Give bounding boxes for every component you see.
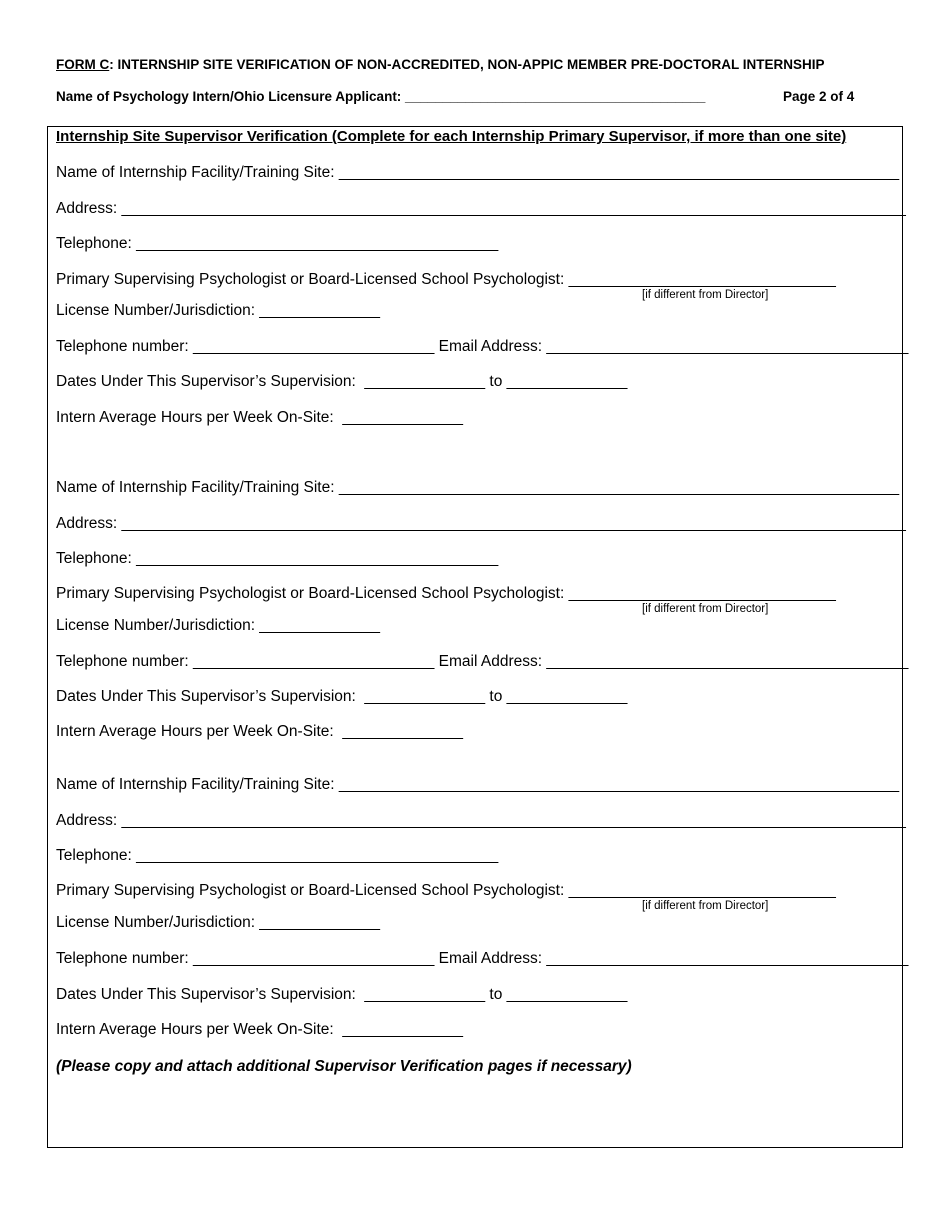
copy-instructions: (Please copy and attach additional Supervisor Verification pages if necessary) [56,1058,632,1075]
contact-field[interactable]: Telephone number: ____________________________ Email Address: __________________________________________ [56,653,909,670]
supervisor-field[interactable]: Primary Supervising Psychologist or Board-Licensed School Psychologist: _______________________________ [56,585,836,602]
contact-field[interactable]: Telephone number: ____________________________ Email Address: __________________________________________ [56,950,909,967]
telephone-field[interactable]: Telephone: __________________________________________ [56,550,499,567]
form-title-text: : INTERNSHIP SITE VERIFICATION OF NON-ACCREDITED, NON-APPIC MEMBER PRE-DOCTORAL INTERNSHIP [109,57,825,72]
address-field[interactable]: Address: ___________________________________________________________________________________________ [56,200,906,217]
address-field[interactable]: Address: ___________________________________________________________________________________________ [56,515,906,532]
hours-field[interactable]: Intern Average Hours per Week On-Site: ______________ [56,1021,464,1038]
form-title [56,56,825,74]
form-label: FORM C [56,57,110,72]
license-field[interactable]: License Number/Jurisdiction: ______________ [56,914,380,931]
supervisor-note: [if different from Director] [642,603,769,615]
facility-field[interactable]: Name of Internship Facility/Training Site: _________________________________________________________________ [56,479,900,496]
dates-field[interactable]: Dates Under This Supervisor’s Supervision: ______________ to ______________ [56,373,628,390]
hours-field[interactable]: Intern Average Hours per Week On-Site: ______________ [56,409,464,426]
hours-field[interactable]: Intern Average Hours per Week On-Site: ______________ [56,723,464,740]
page-number: Page 2 of 4 [783,89,855,104]
license-field[interactable]: License Number/Jurisdiction: ______________ [56,302,380,319]
supervisor-field[interactable]: Primary Supervising Psychologist or Board-Licensed School Psychologist: _______________________________ [56,271,836,288]
address-field[interactable]: Address: ___________________________________________________________________________________________ [56,812,906,829]
telephone-field[interactable]: Telephone: __________________________________________ [56,235,499,252]
facility-field[interactable]: Name of Internship Facility/Training Site: _________________________________________________________________ [56,776,900,793]
telephone-field[interactable]: Telephone: __________________________________________ [56,847,499,864]
license-field[interactable]: License Number/Jurisdiction: ______________ [56,617,380,634]
applicant-name-field[interactable]: Name of Psychology Intern/Ohio Licensure Applicant: ________________________________________ [56,89,706,104]
contact-field[interactable]: Telephone number: ____________________________ Email Address: __________________________________________ [56,338,909,355]
supervisor-note: [if different from Director] [642,900,769,912]
dates-field[interactable]: Dates Under This Supervisor’s Supervision: ______________ to ______________ [56,986,628,1003]
dates-field[interactable]: Dates Under This Supervisor’s Supervision: ______________ to ______________ [56,688,628,705]
supervisor-field[interactable]: Primary Supervising Psychologist or Board-Licensed School Psychologist: _______________________________ [56,882,836,899]
facility-field[interactable]: Name of Internship Facility/Training Site: _________________________________________________________________ [56,164,900,181]
section-title: Internship Site Supervisor Verification (Complete for each Internship Primary Supervisor, if more than one site) [56,128,847,145]
supervisor-note: [if different from Director] [642,289,769,301]
